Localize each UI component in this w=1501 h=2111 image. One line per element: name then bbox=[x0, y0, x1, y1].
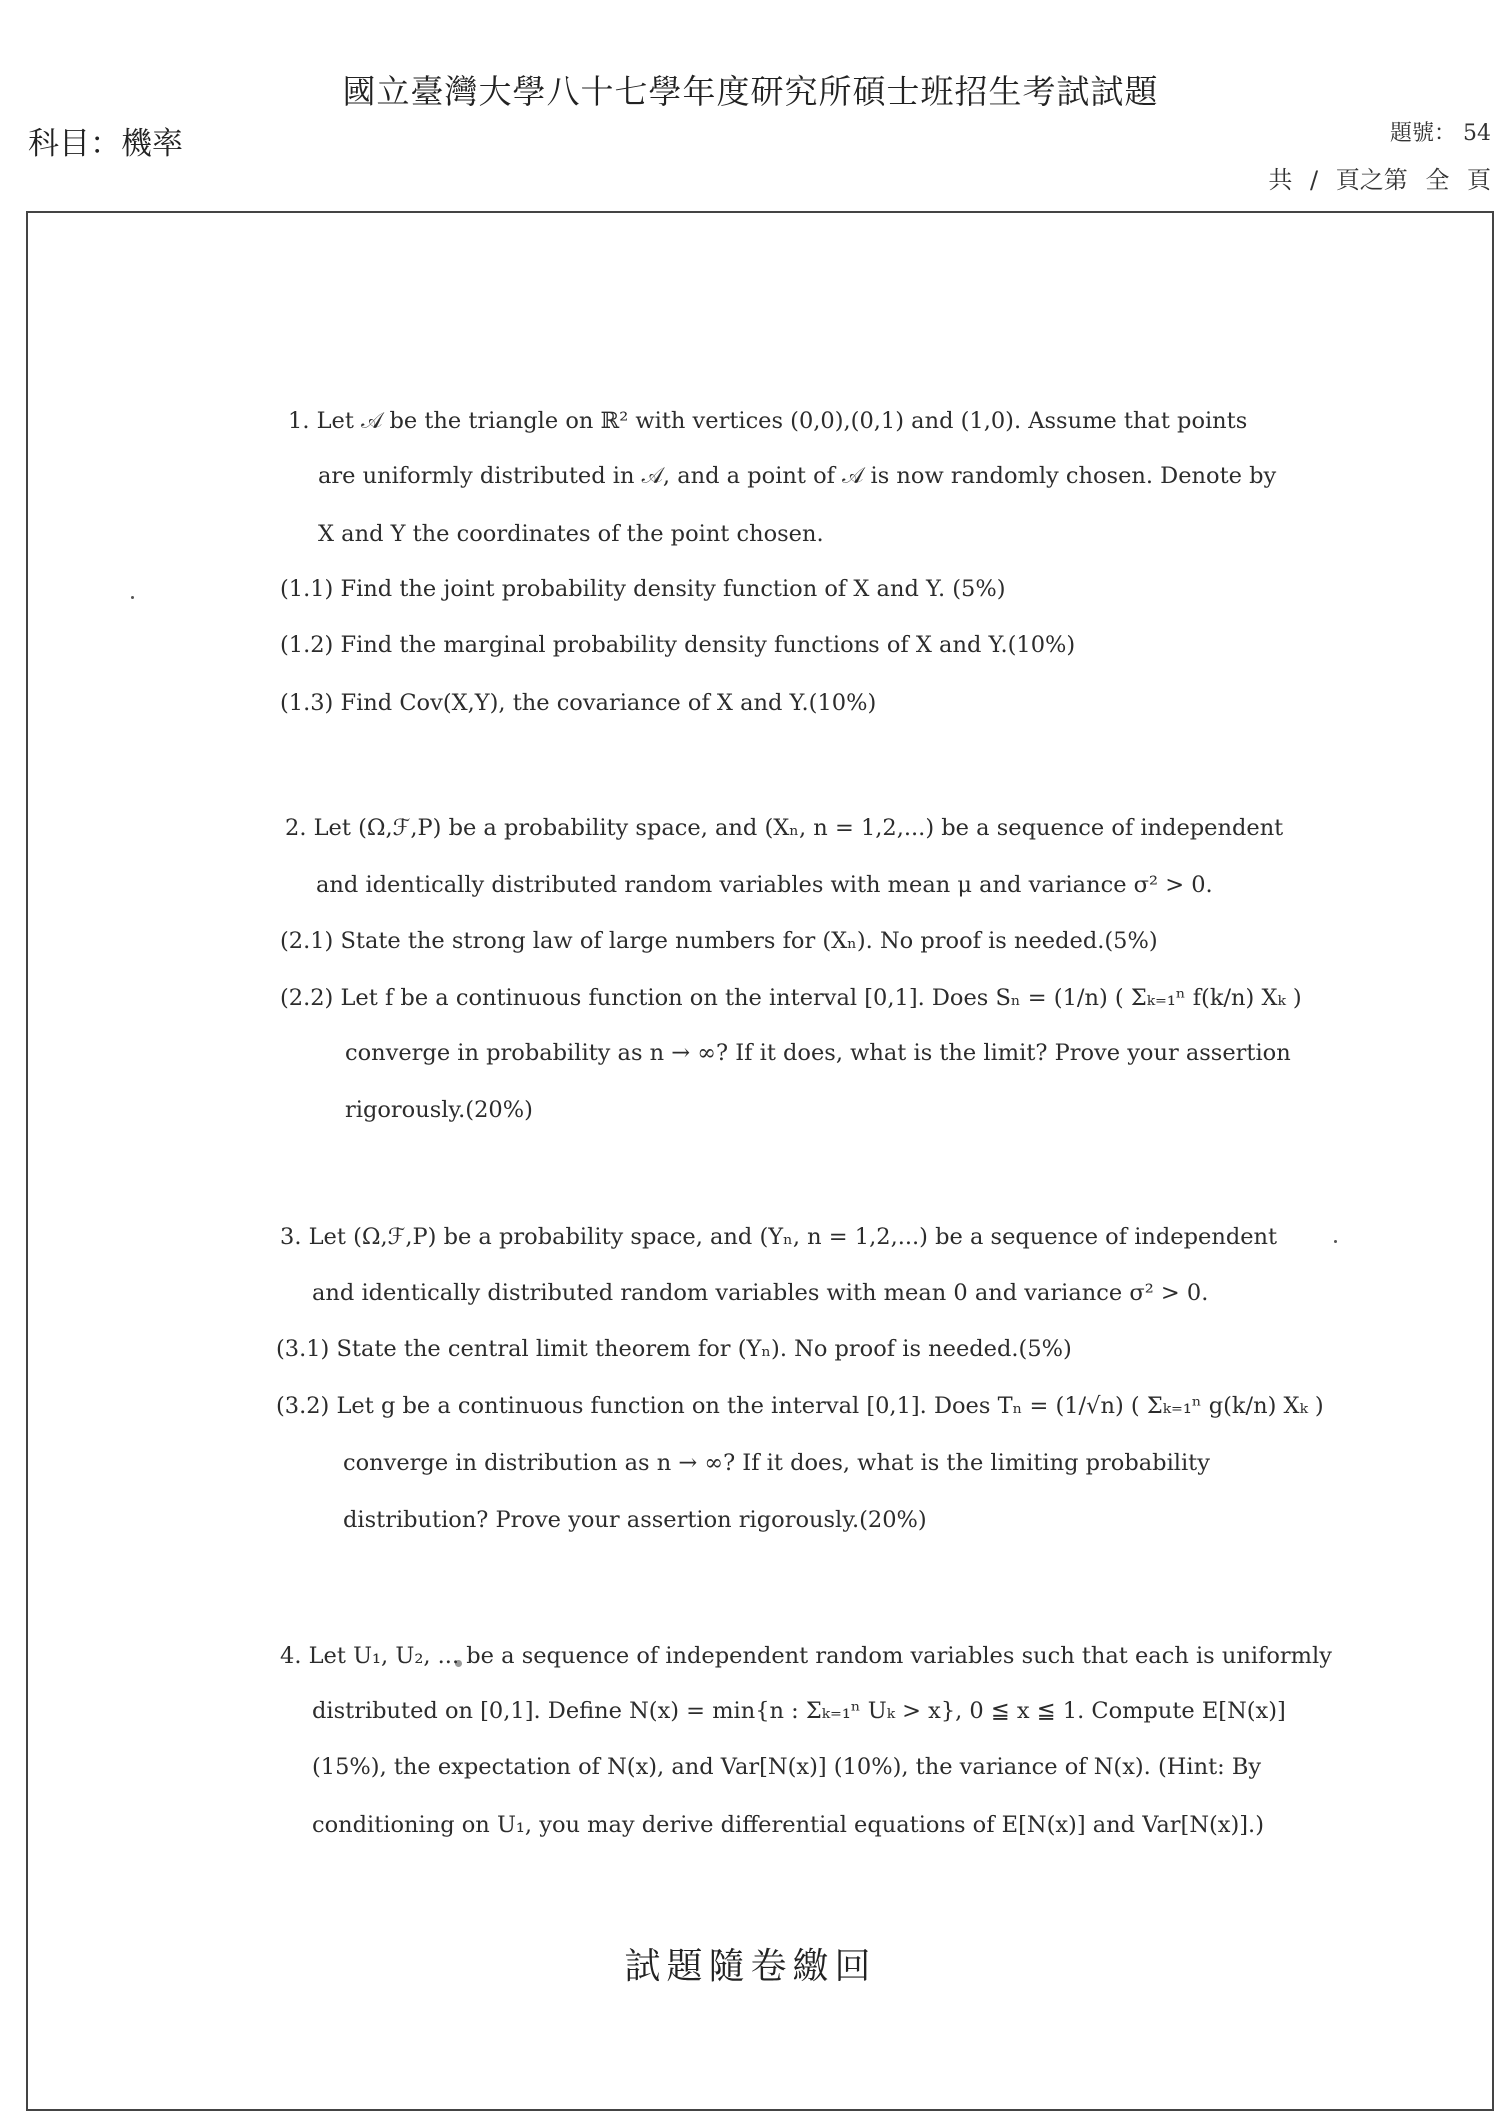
question-line: (15%), the expectation of N(x), and Var[N(x)] (10%), the variance of N(x). (Hint: By bbox=[312, 1754, 1262, 1780]
question-line: 3. Let (Ω,ℱ,P) be a probability space, and (Yₙ, n = 1,2,...) be a sequence of independent bbox=[280, 1224, 1278, 1250]
question-line: conditioning on U₁, you may derive differential equations of E[N(x)] and Var[N(x)].) bbox=[312, 1812, 1264, 1838]
question-line: 2. Let (Ω,ℱ,P) be a probability space, and (Xₙ, n = 1,2,...) be a sequence of independent bbox=[285, 815, 1284, 841]
question-line: (3.1) State the central limit theorem for (Yₙ). No proof is needed.(5%) bbox=[276, 1336, 1072, 1362]
question-line: converge in distribution as n → ∞? If it does, what is the limiting probability bbox=[343, 1450, 1210, 1476]
question-line: (3.2) Let g be a continuous function on the interval [0,1]. Does Tₙ = (1/√n) ( Σₖ₌₁ⁿ g(k/n) Xₖ ) bbox=[276, 1393, 1324, 1419]
return-notice: 試題隨卷繳回 bbox=[624, 1946, 877, 1987]
question-line: (2.2) Let f be a continuous function on the interval [0,1]. Does Sₙ = (1/n) ( Σₖ₌₁ⁿ f(k/n) Xₖ ) bbox=[280, 985, 1302, 1011]
question-number: 題號： 54 bbox=[1390, 121, 1491, 146]
question-line: (1.1) Find the joint probability density function of X and Y. (5%) bbox=[280, 576, 1006, 602]
question-line: and identically distributed random variables with mean μ and variance σ² > 0. bbox=[316, 872, 1213, 898]
question-line: distribution? Prove your assertion rigorously.(20%) bbox=[343, 1507, 927, 1533]
question-line: and identically distributed random variables with mean 0 and variance σ² > 0. bbox=[312, 1280, 1209, 1306]
question-line: X and Y the coordinates of the point chosen. bbox=[318, 521, 824, 547]
scan-speck bbox=[1334, 1240, 1337, 1243]
subject-label: 科目：機率 bbox=[28, 126, 183, 162]
question-line: distributed on [0,1]. Define N(x) = min{n : Σₖ₌₁ⁿ Uₖ > x}, 0 ≦ x ≦ 1. Compute E[N(x)] bbox=[312, 1698, 1286, 1724]
question-line: rigorously.(20%) bbox=[345, 1097, 533, 1123]
page-count: 共 / 頁之第 全 頁 bbox=[1268, 166, 1491, 194]
question-line: (1.3) Find Cov(X,Y), the covariance of X and Y.(10%) bbox=[280, 690, 877, 716]
question-line: converge in probability as n → ∞? If it does, what is the limit? Prove your assertion bbox=[345, 1040, 1291, 1066]
question-line: 1. Let 𝒜 be the triangle on ℝ² with vertices (0,0),(0,1) and (1,0). Assume that points bbox=[288, 408, 1248, 434]
question-line: are uniformly distributed in 𝒜, and a point of 𝒜 is now randomly chosen. Denote by bbox=[318, 463, 1277, 489]
question-line: (1.2) Find the marginal probability density functions of X and Y.(10%) bbox=[280, 632, 1076, 658]
question-line: 4. Let U₁, U₂, ... be a sequence of independent random variables such that each is uniformly bbox=[280, 1643, 1332, 1669]
exam-title: 國立臺灣大學八十七學年度研究所碩士班招生考試試題 bbox=[342, 72, 1159, 111]
question-line: (2.1) State the strong law of large numbers for (Xₙ). No proof is needed.(5%) bbox=[280, 928, 1158, 954]
scan-speck bbox=[131, 596, 134, 599]
